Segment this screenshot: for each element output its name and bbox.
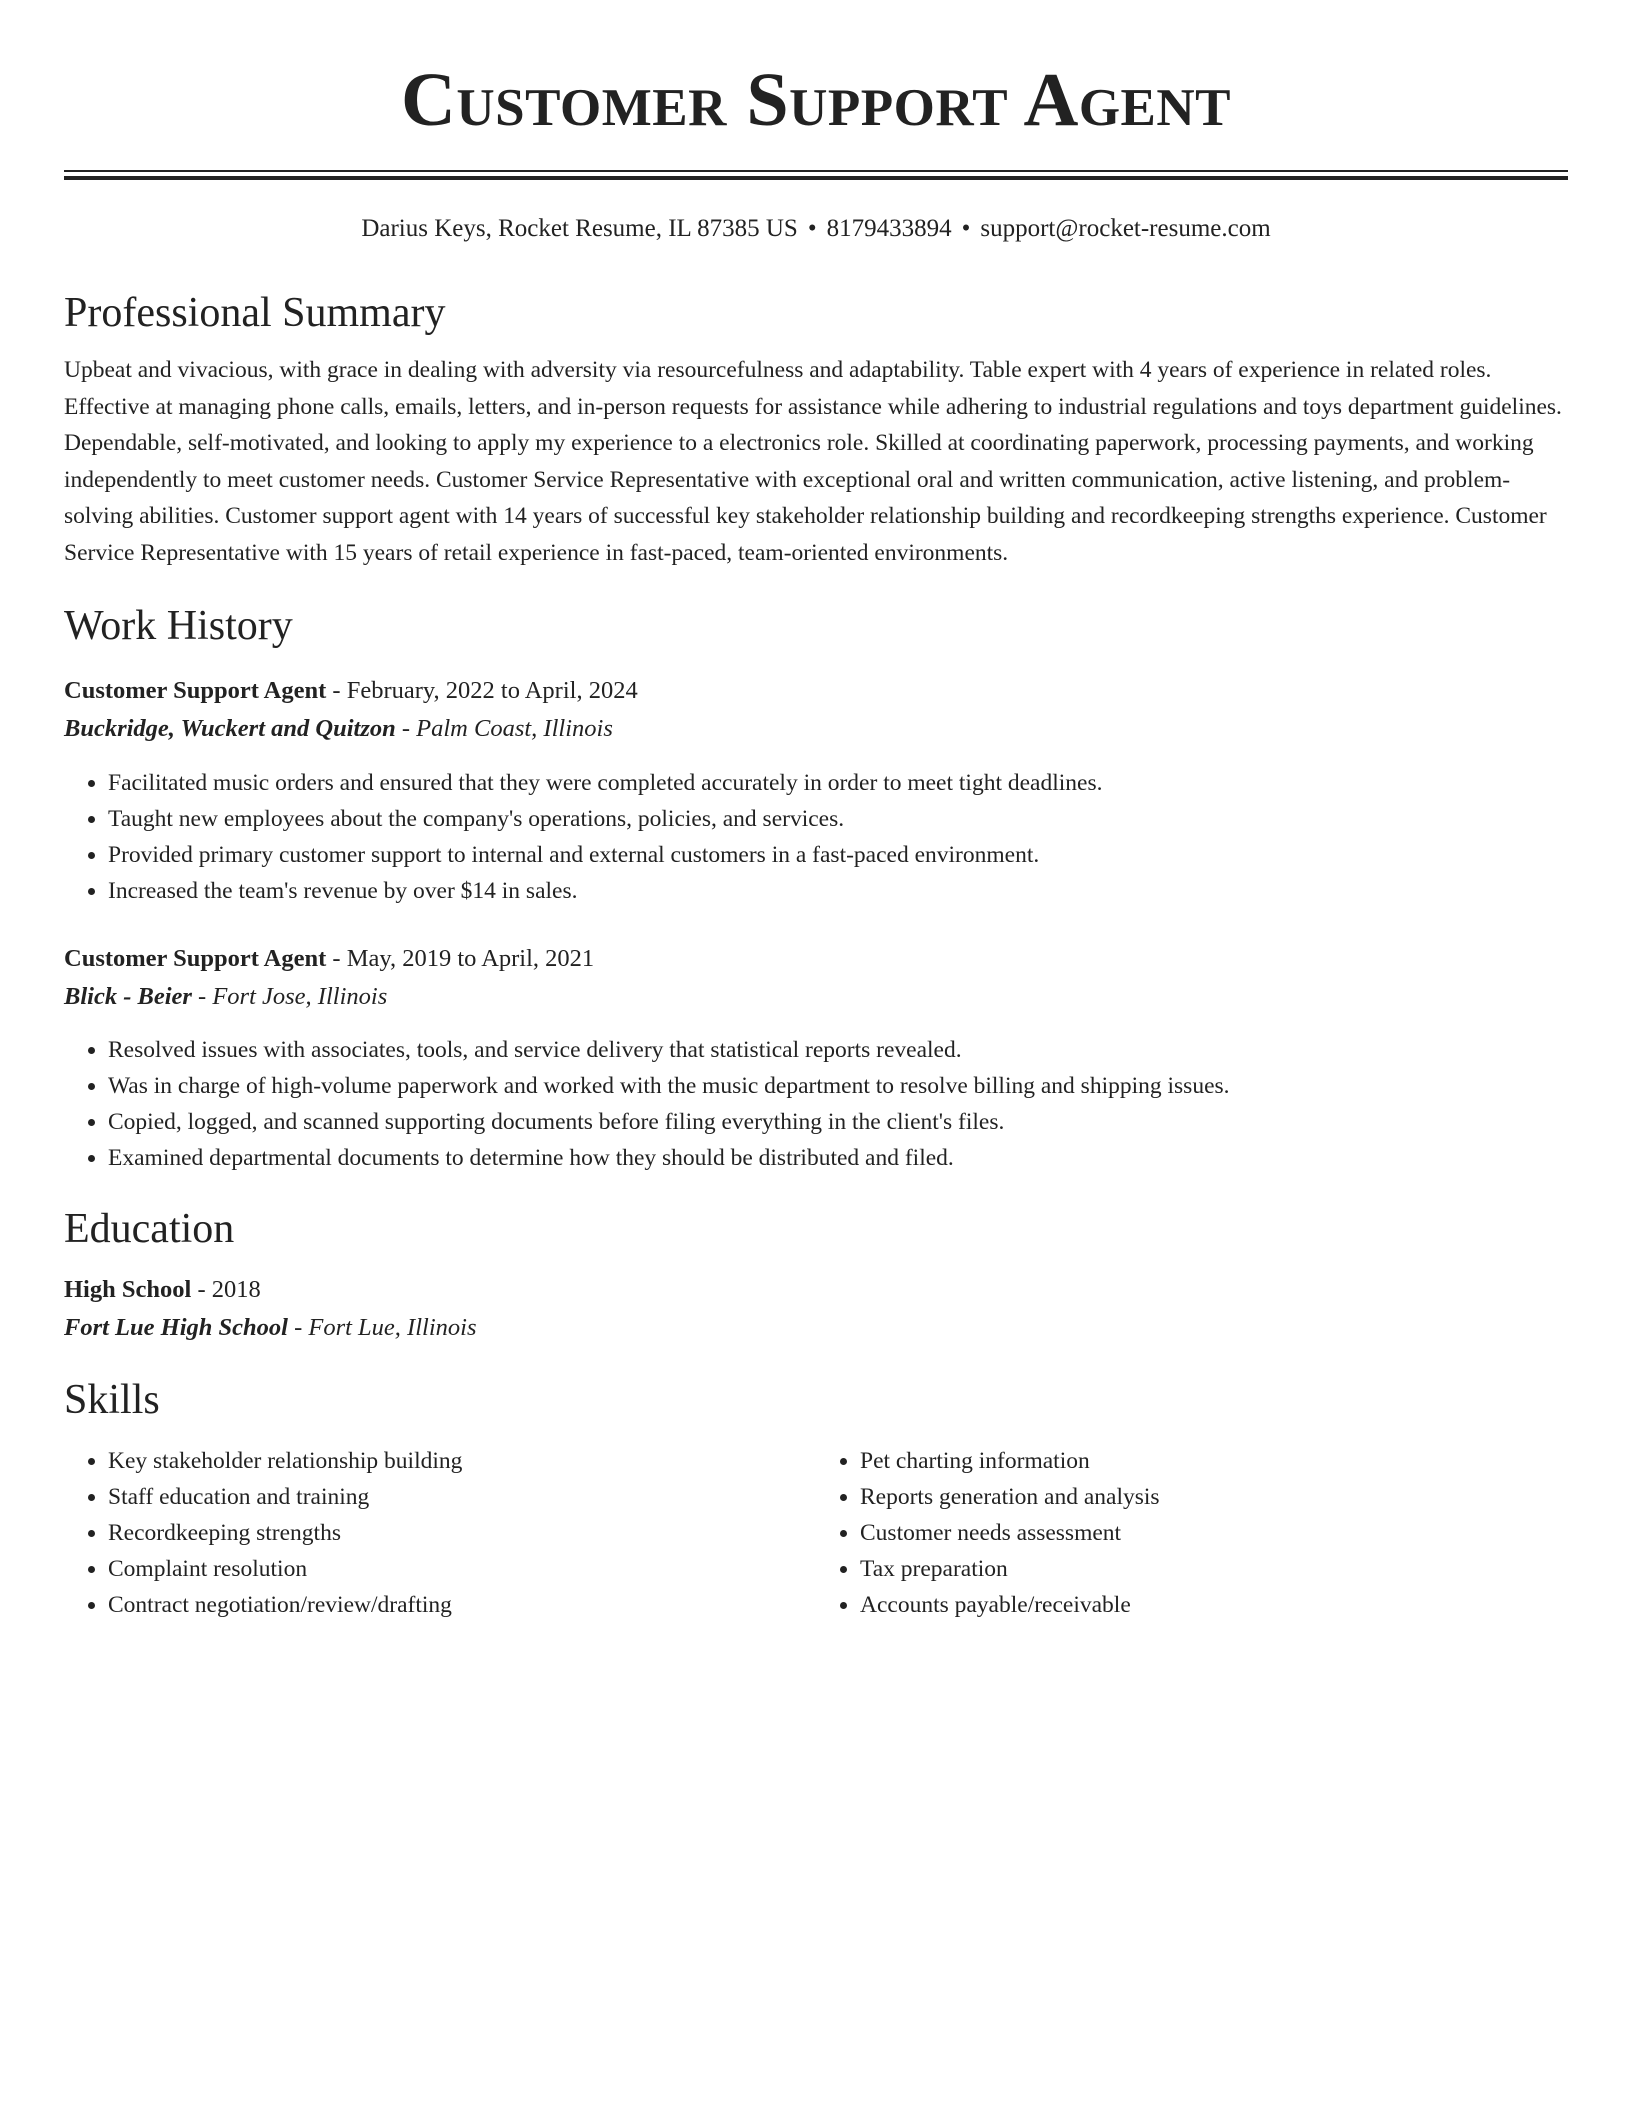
degree-name: High School <box>64 1275 192 1303</box>
contact-line <box>64 214 1568 244</box>
job-title: Customer Support Agent <box>64 676 327 704</box>
skills-heading: Skills <box>64 1376 160 1423</box>
job-title: Customer Support Agent <box>64 944 327 972</box>
job-dates: February, 2022 to April, 2024 <box>346 676 638 704</box>
resume-title: Customer Support Agent <box>400 58 1232 142</box>
job-bullet: • Examined departmental documents to determine how they should be distributed and filed. <box>108 1140 1568 1176</box>
job-bullet: • Facilitated music orders and ensured that they were completed accurately in order to meet tight deadlines. <box>108 765 1568 801</box>
skill-item: • Customer needs assessment <box>860 1515 1568 1551</box>
contact-address: Darius Keys, Rocket Resume, IL 87385 US <box>361 215 798 242</box>
skill-item: • Contract negotiation/review/drafting <box>108 1587 816 1623</box>
skills-list <box>64 1443 1568 1623</box>
skill-item: • Tax preparation <box>860 1551 1568 1587</box>
job-bullets <box>64 1032 1568 1176</box>
job-title-line: Customer Support Agent - February, 2022 to April, 2024 <box>64 676 638 704</box>
school-line: Fort Lue High School - Fort Lue, Illinois <box>64 1314 477 1342</box>
job-title-line: Customer Support Agent - May, 2019 to April, 2021 <box>64 944 595 972</box>
skill-item: • Complaint resolution <box>108 1551 816 1587</box>
employer-line: Buckridge, Wuckert and Quitzon - Palm Coast, Illinois <box>64 715 613 743</box>
employer-name: Blick - Beier <box>64 982 192 1010</box>
school-name: Fort Lue High School <box>64 1314 288 1342</box>
employer-location: Fort Jose, Illinois <box>212 982 388 1010</box>
skills-column-right <box>816 1443 1568 1623</box>
skill-item: • Reports generation and analysis <box>860 1479 1568 1515</box>
summary-heading: Professional Summary <box>64 290 446 336</box>
job-bullets <box>64 765 1568 909</box>
job-dates: May, 2019 to April, 2021 <box>346 944 595 972</box>
skill-item: • Accounts payable/receivable <box>860 1587 1568 1623</box>
job-entry <box>64 944 1568 1177</box>
education-entry <box>64 1275 1568 1343</box>
work-history-heading: Work History <box>64 603 293 650</box>
skill-item: • Staff education and training <box>108 1479 816 1515</box>
education-heading: Education <box>64 1206 235 1253</box>
job-bullet: • Resolved issues with associates, tools, and service delivery that statistical reports revealed. <box>108 1032 1568 1068</box>
job-bullet: • Was in charge of high-volume paperwork and worked with the music department to resolve billing and shipping issues. <box>108 1068 1568 1104</box>
title-divider <box>64 170 1568 180</box>
contact-separator: • <box>961 215 971 242</box>
skill-item: • Recordkeeping strengths <box>108 1515 816 1551</box>
job-bullet: • Taught new employees about the company's operations, policies, and services. <box>108 801 1568 837</box>
skill-item: • Key stakeholder relationship building <box>108 1443 816 1479</box>
job-bullet: • Increased the team's revenue by over $14 in sales. <box>108 873 1568 909</box>
contact-email: support@rocket-resume.com <box>980 215 1271 242</box>
employer-location: Palm Coast, Illinois <box>416 715 613 743</box>
employer-line: Blick - Beier - Fort Jose, Illinois <box>64 982 388 1010</box>
job-entry <box>64 676 1568 909</box>
job-bullet: • Provided primary customer support to internal and external customers in a fast-paced environment. <box>108 837 1568 873</box>
employer-name: Buckridge, Wuckert and Quitzon <box>64 715 396 743</box>
skill-item: • Pet charting information <box>860 1443 1568 1479</box>
contact-phone: 8179433894 <box>826 215 952 242</box>
graduation-year: 2018 <box>211 1275 261 1303</box>
job-bullet: • Copied, logged, and scanned supporting documents before filing everything in the client's files. <box>108 1104 1568 1140</box>
school-location: Fort Lue, Illinois <box>308 1314 477 1342</box>
degree-line: High School - 2018 <box>64 1275 261 1303</box>
contact-separator: • <box>807 215 817 242</box>
skills-column-left <box>64 1443 816 1623</box>
summary-text: Upbeat and vivacious, with grace in dealing with adversity via resourcefulness and adaptability. Table expert with 4 years of experience in related roles. Effective at managing phone calls, emails, letters, and in-person requests for assistance while adhering to industrial regulations and toys department guidelines. Dependable, self-motivated, and looking to apply my experience to a electronics role. Skilled at coordinating paperwork, processing payments, and working independently to meet customer needs. Customer Service Representative with exceptional oral and written communication, active listening, and problem-solving abilities. Customer support agent with 14 years of successful key stakeholder relationship building and recordkeeping strengths experience. Customer Service Representative with 15 years of retail experience in fast-paced, team-oriented environments. <box>64 357 1562 566</box>
